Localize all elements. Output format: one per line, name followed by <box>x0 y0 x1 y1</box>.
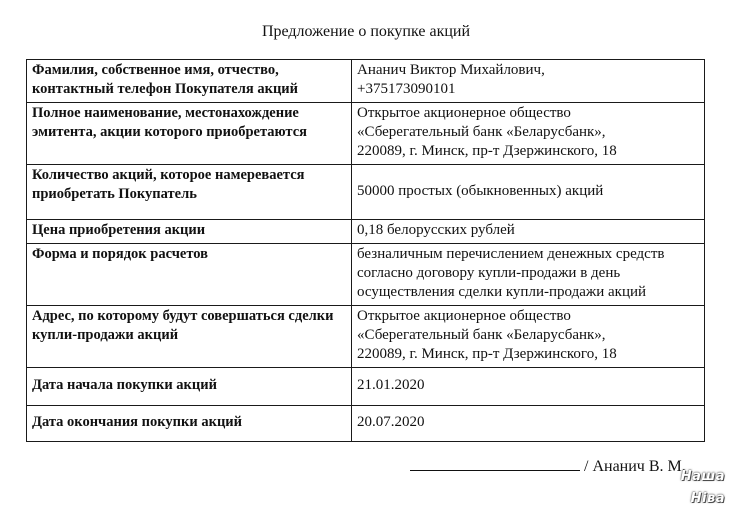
issuer-value: Открытое акционерное общество «Сберегательный банк «Беларусбанк», 220089, г. Минск, пр-т Дзержинского, 18 <box>352 103 705 165</box>
payment-value: безналичным перечислением денежных средств согласно договору купли-продажи в день осуществления сделки купли-продажи акций <box>352 244 705 306</box>
issuer-label: Полное наименование, местонахождение эмитента, акции которого приобретаются <box>27 103 352 165</box>
buyer-value: Ананич Виктор Михайлович, +375173090101 <box>352 60 705 103</box>
table-row-payment <box>27 244 705 306</box>
address-value: Открытое акционерное общество «Сберегательный банк «Беларусбанк», 220089, г. Минск, пр-т Дзержинского, 18 <box>352 306 705 368</box>
offer-table <box>26 59 705 442</box>
payment-label: Форма и порядок расчетов <box>27 244 352 306</box>
signature-line <box>410 456 580 471</box>
price-label: Цена приобретения акции <box>27 220 352 244</box>
watermark-logo: Наша Ніва <box>680 469 725 506</box>
table-row-price <box>27 220 705 244</box>
address-label: Адрес, по которому будут совершаться сделки купли-продажи акций <box>27 306 352 368</box>
end-date-value: 20.07.2020 <box>352 406 705 442</box>
end-date-label: Дата окончания покупки акций <box>27 406 352 442</box>
table-row-issuer <box>27 103 705 165</box>
quantity-label: Количество акций, которое намеревается приобретать Покупатель <box>27 165 352 220</box>
table-row-address <box>27 306 705 368</box>
buyer-label: Фамилия, собственное имя, отчество, контактный телефон Покупателя акций <box>27 60 352 103</box>
start-date-value: 21.01.2020 <box>352 368 705 406</box>
table-row-start-date <box>27 368 705 406</box>
price-value: 0,18 белорусских рублей <box>352 220 705 244</box>
signature-name: / Ананич В. М. <box>584 458 686 475</box>
table-row-end-date <box>27 406 705 442</box>
table-row-buyer <box>27 60 705 103</box>
signature-block <box>410 456 686 477</box>
quantity-value: 50000 простых (обыкновенных) акций <box>352 165 705 220</box>
page-title: Предложение о покупке акций <box>261 23 471 40</box>
table-row-quantity <box>27 165 705 220</box>
start-date-label: Дата начала покупки акций <box>27 368 352 406</box>
